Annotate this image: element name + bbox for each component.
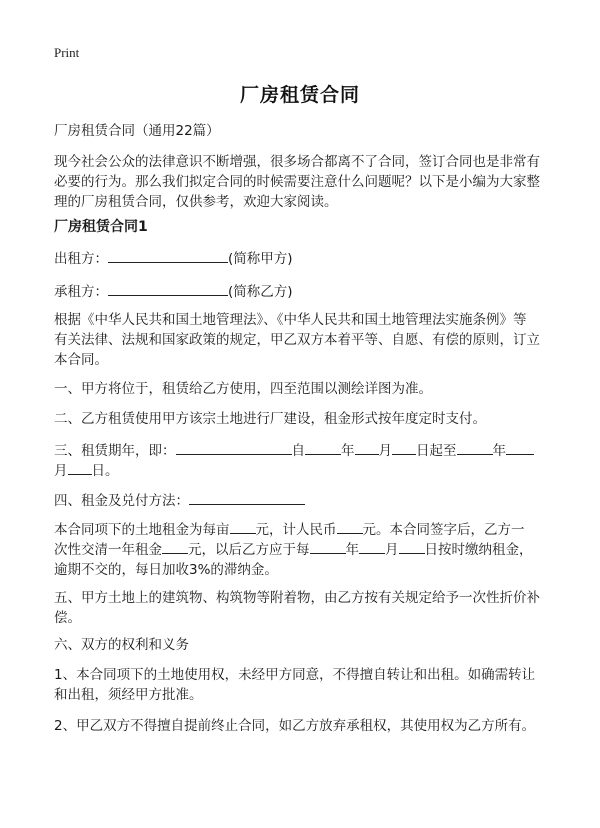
clause-3-line-1: [54, 440, 546, 462]
lessor-line: [54, 248, 546, 270]
clause-2: 二、乙方租赁使用甲方该宗土地进行厂建设，租金形式按年度定时支付。: [54, 411, 486, 427]
lessee-label: 承租方：: [54, 284, 108, 300]
rent-text-b4: 月: [385, 542, 399, 558]
clause-6-1-line-1: 1、本合同项下的土地使用权，未经甲方同意，不得擅自转让和出租。如确需转让: [54, 667, 536, 683]
document-subtitle: 厂房租赁合同（通用22篇）: [54, 123, 220, 139]
blank: [68, 460, 92, 475]
clause-4: [54, 490, 546, 512]
lessee-blank: [108, 281, 228, 296]
clause-3-month: 月: [378, 443, 392, 459]
rent-text-b5: 日按时缴纳租金，: [424, 542, 533, 558]
rent-line-1: [54, 519, 546, 541]
clause-3-day-end: 日。: [91, 463, 119, 479]
clause-6: 六、双方的权利和义务: [54, 637, 189, 653]
rent-text-a1: 本合同项下的土地租金为每亩: [54, 522, 230, 538]
blank: [457, 440, 493, 455]
blank: [355, 440, 379, 455]
intro-line-2: 必要的行为。那么我们拟定合同的时候需要注意什么问题呢？以下是小编为大家整: [54, 174, 540, 190]
clause-3-line-2: [54, 460, 546, 482]
rent-text-a2: 元，计人民币: [255, 522, 337, 538]
basis-line-2: 有关法律、法规和国家政策的规定，甲乙双方本着平等、自愿、有偿的原则，订立: [54, 332, 540, 348]
rent-text-b3: 年: [345, 542, 359, 558]
clause-4-text: 四、租金及兑付方法：: [54, 493, 189, 509]
rent-line-3: 逾期不交的，每日加收3%的滞纳金。: [54, 562, 278, 578]
lessor-suffix: (简称甲方): [228, 251, 293, 267]
basis-line-1: 根据《中华人民共和国土地管理法》、《中华人民共和国土地管理法实施条例》等: [54, 312, 527, 328]
clause-1: 一、甲方将位于，租赁给乙方使用，四至范围以测绘详图为准。: [54, 381, 432, 397]
rent-text-b2: 元，以后乙方应于每: [188, 542, 310, 558]
blank: [506, 440, 534, 455]
blank: [230, 519, 256, 534]
rent-line-2: [54, 539, 546, 561]
section-heading: 厂房租赁合同1: [54, 219, 148, 235]
blank: [359, 539, 385, 554]
clause-3-year-2: 年: [492, 443, 506, 459]
intro-line-1: 现今社会公众的法律意识不断增强，很多场合都离不了合同，签订合同也是非常有: [54, 154, 540, 170]
clause-3-to: 日起至: [416, 443, 457, 459]
clause-6-1-line-2: 和出租，须经甲方批准。: [54, 687, 203, 703]
intro-line-3: 理的厂房租赁合同，仅供参考，欢迎大家阅读。: [54, 194, 338, 210]
clause-3-month-2: 月: [54, 463, 68, 479]
blank: [176, 440, 292, 455]
rent-text-b1: 次性交清一年租金: [54, 542, 162, 558]
blank: [337, 519, 363, 534]
blank: [392, 440, 416, 455]
lessee-line: [54, 281, 546, 303]
clause-6-2: 2、甲乙双方不得擅自提前终止合同，如乙方放弃承租权，其使用权为乙方所有。: [54, 718, 536, 734]
lessee-suffix: (简称乙方): [228, 284, 293, 300]
clause-3-text: 三、租赁期年，即：: [54, 443, 176, 459]
lessor-blank: [108, 248, 228, 263]
blank: [189, 490, 305, 505]
clause-5-line-2: 偿。: [54, 610, 81, 626]
rent-text-a3: 元。本合同签字后，乙方一: [362, 522, 525, 538]
blank: [399, 539, 425, 554]
clause-3-year: 年: [341, 443, 355, 459]
lessor-label: 出租方：: [54, 251, 108, 267]
clause-3-from: 自: [291, 443, 305, 459]
print-label[interactable]: Print: [54, 45, 80, 60]
clause-5-line-1: 五、甲方土地上的建筑物、构筑物等附着物，由乙方按有关规定给予一次性折价补: [54, 590, 540, 606]
blank: [310, 539, 346, 554]
basis-line-3: 本合同。: [54, 352, 108, 368]
blank: [162, 539, 188, 554]
document-title: 厂房租赁合同: [239, 84, 360, 106]
blank: [305, 440, 341, 455]
